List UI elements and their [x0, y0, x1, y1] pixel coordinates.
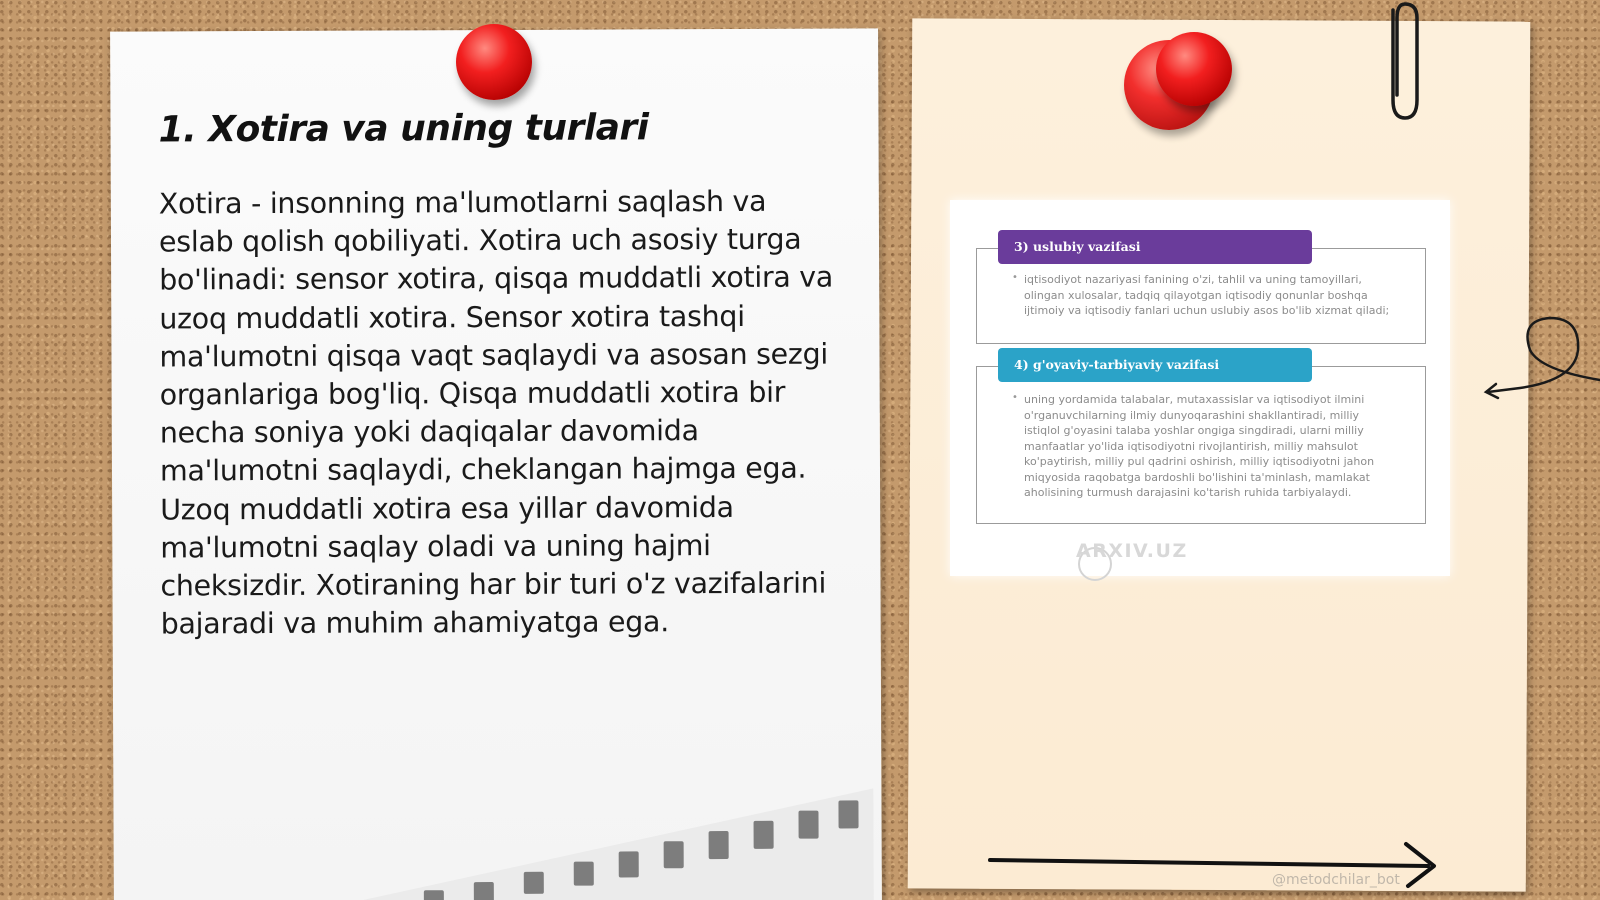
function-text-3: iqtisodiyot nazariyasi fanining o'zi, tahlil va uning tamoyillari, olingan xulosalar, tadqiq qilayotgan iqtisodiy qonunlar boshqa ijtimoiy va iqtisodiy fanlari uchun uslubiy asos bo'lib xizmat qiladi;	[1024, 273, 1390, 317]
red-push-pin-icon	[456, 24, 532, 100]
signature-watermark: @metodchilar_bot	[1272, 872, 1400, 888]
bullet-icon: •	[1012, 272, 1018, 283]
torn-edge-decoration	[313, 788, 874, 900]
slide-image	[950, 200, 1450, 576]
function-header-4: 4) g'oyaviy-tarbiyaviy vazifasi	[998, 348, 1312, 382]
paperclip-icon	[1375, 0, 1423, 125]
scribble-arrow-icon	[1480, 310, 1600, 410]
function-text-4: uning yordamida talabalar, mutaxassislar va iqtisodiyot ilmini o'rganuvchilarning ilmiy dunyoqarashini shakllantiradi, milliy istiqlol g'oyasini talaba yoshlar ongiga singdiradi, ularni milliy manfaatlar yo'lida iqtisodiyotni rivojlantirish, milliy mahsulot ko'paytirish, milliy pul qadrini oshirish, milliy iqtisodiyotni jahon miqyosida raqobatga bardoshli bo'lishini ta'minlash, mamlakat aholisining turmush darajasini ko'tarish ruhida tarbiyalaydi.	[1024, 393, 1375, 499]
left-note-paper	[110, 28, 882, 900]
bullet-icon: •	[1012, 392, 1018, 403]
note-paragraph: Xotira - insonning ma'lumotlarni saqlash va eslab qolish qobiliyati. Xotira uch asosiy turga bo'linadi: sensor xotira, qisqa muddatli xotira va uzoq muddatli xotira. Sensor xotira tashqi ma'lumotni qisqa vaqt saqlaydi va asosan sezgi organlariga bog'liq. Qisqa muddatli xotira bir necha soniya yoki daqiqalar davomida ma'lumotni saqlaydi, cheklangan hajmga ega. Uzoq muddatli xotira esa yillar davomida ma'lumotni saqlay oladi va uning hajmi cheksizdir. Xotiraning har bir turi o'z vazifalarini bajaradi va muhim ahamiyatga ega.	[158, 184, 834, 641]
watermark-text: ARXIV.UZ	[1076, 540, 1188, 562]
function-header-3: 3) uslubiy vazifasi	[998, 230, 1312, 264]
note-title: 1. Xotira va uning turlari	[158, 107, 649, 151]
red-push-pin-icon	[1156, 32, 1232, 106]
